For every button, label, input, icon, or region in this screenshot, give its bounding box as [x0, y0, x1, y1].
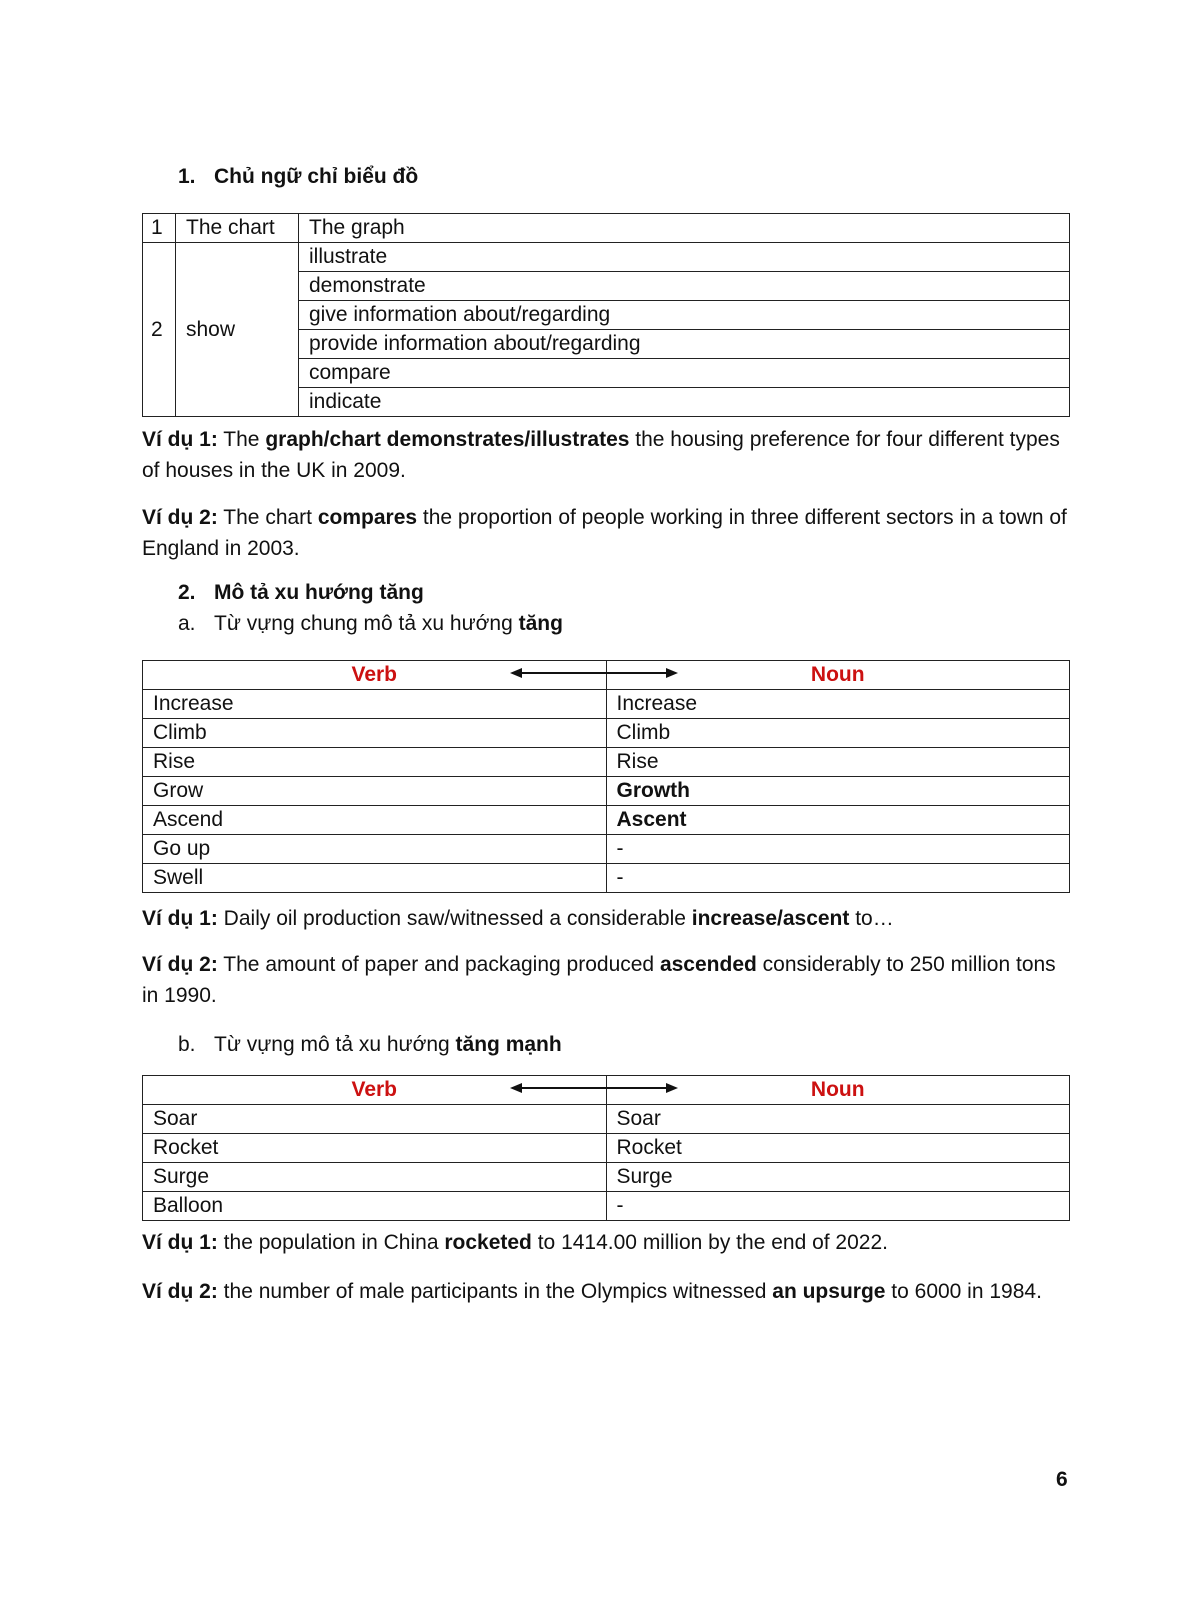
example-text: Daily oil production saw/witnessed a considerable	[217, 907, 692, 930]
section1-example2	[142, 502, 1072, 564]
table-row	[143, 1134, 1070, 1163]
section1-title: Chủ ngữ chỉ biểu đồ	[214, 165, 419, 188]
verb-cell: Rocket	[143, 1134, 607, 1163]
value-cell: indicate	[299, 388, 1070, 417]
example-text: The chart	[217, 506, 318, 529]
noun-cell: -	[606, 1192, 1070, 1221]
subsection-b-heading	[178, 1033, 562, 1057]
verb-header: Verb	[143, 661, 607, 690]
verb-cell: Go up	[143, 835, 607, 864]
example-text: the proportion of people working in three different sectors in a town of England in 2003.	[142, 506, 1067, 560]
example-label: Ví dụ 1:	[142, 1231, 218, 1254]
double-arrow-icon	[510, 1081, 678, 1095]
vocab-table-b	[142, 1075, 1070, 1221]
subsection-bold: tăng	[518, 612, 563, 635]
value-cell: demonstrate	[299, 272, 1070, 301]
subsection-text: Từ vựng mô tả xu hướng	[214, 1033, 456, 1056]
table-row	[143, 690, 1070, 719]
example-text: to 6000 in 1984.	[885, 1280, 1042, 1303]
table-row	[143, 214, 1070, 243]
noun-header: Noun	[606, 1076, 1070, 1105]
noun-cell: Rocket	[606, 1134, 1070, 1163]
section1-number: 1.	[178, 165, 196, 188]
section1-heading	[178, 165, 418, 189]
table-row	[143, 243, 1070, 272]
verb-cell: Soar	[143, 1105, 607, 1134]
example-text: The	[217, 428, 266, 451]
subsection-text: Từ vựng chung mô tả xu hướng	[214, 612, 519, 635]
example-text: to…	[849, 907, 894, 930]
table-row	[143, 1192, 1070, 1221]
value-cell: illustrate	[299, 243, 1070, 272]
example-bold: ascended	[659, 953, 757, 976]
subsection-letter: a.	[178, 612, 196, 635]
subsection-letter: b.	[178, 1033, 196, 1056]
table-row	[143, 864, 1070, 893]
page-number: 6	[1056, 1468, 1068, 1491]
noun-cell: -	[606, 835, 1070, 864]
row-number: 1	[143, 214, 176, 243]
noun-header: Noun	[606, 661, 1070, 690]
table-row	[143, 1105, 1070, 1134]
table-row	[143, 719, 1070, 748]
example-text: the number of male participants in the Olympics witnessed	[217, 1280, 773, 1303]
subject-cell: show	[176, 243, 299, 417]
verb-cell: Ascend	[143, 806, 607, 835]
table-row	[143, 1163, 1070, 1192]
subsection-a-heading	[178, 612, 563, 636]
example-bold: graph/chart demonstrates/illustrates	[265, 428, 630, 451]
verb-cell: Increase	[143, 690, 607, 719]
noun-cell: Rise	[606, 748, 1070, 777]
table-row	[143, 806, 1070, 835]
example-label: Ví dụ 2:	[142, 1280, 218, 1303]
value-cell: The graph	[299, 214, 1070, 243]
noun-cell: -	[606, 864, 1070, 893]
noun-cell: Climb	[606, 719, 1070, 748]
example-bold: increase/ascent	[691, 907, 850, 930]
verb-cell: Balloon	[143, 1192, 607, 1221]
table-row	[143, 835, 1070, 864]
subject-cell: The chart	[176, 214, 299, 243]
noun-cell: Growth	[606, 777, 1070, 806]
verb-cell: Rise	[143, 748, 607, 777]
subsection-a-example2	[142, 949, 1072, 1011]
example-bold: rocketed	[444, 1231, 532, 1254]
example-label: Ví dụ 1:	[142, 428, 218, 451]
example-bold: compares	[317, 506, 418, 529]
subsection-b-example1	[142, 1227, 1072, 1258]
subject-table	[142, 213, 1070, 417]
noun-cell: Surge	[606, 1163, 1070, 1192]
noun-cell: Soar	[606, 1105, 1070, 1134]
example-text: the housing preference for four different types of houses in the UK in 2009.	[142, 428, 1060, 482]
example-label: Ví dụ 1:	[142, 907, 218, 930]
example-label: Ví dụ 2:	[142, 953, 218, 976]
verb-cell: Climb	[143, 719, 607, 748]
subsection-a-example1	[142, 903, 1072, 934]
vocab-table-a	[142, 660, 1070, 893]
verb-cell: Surge	[143, 1163, 607, 1192]
value-cell: give information about/regarding	[299, 301, 1070, 330]
table-row	[143, 748, 1070, 777]
example-text: The amount of paper and packaging produced	[217, 953, 660, 976]
noun-cell: Increase	[606, 690, 1070, 719]
section2-heading	[178, 581, 424, 605]
double-arrow-icon	[510, 666, 678, 680]
section2-title: Mô tả xu hướng tăng	[214, 581, 424, 604]
table-row	[143, 777, 1070, 806]
example-text: the population in China	[217, 1231, 445, 1254]
value-cell: compare	[299, 359, 1070, 388]
value-cell: provide information about/regarding	[299, 330, 1070, 359]
example-text: considerably to 250 million tons in 1990.	[142, 953, 1056, 1007]
section2-number: 2.	[178, 581, 196, 604]
subsection-bold: tăng mạnh	[455, 1033, 562, 1056]
verb-header: Verb	[143, 1076, 607, 1105]
section1-example1	[142, 424, 1072, 486]
noun-cell: Ascent	[606, 806, 1070, 835]
row-number: 2	[143, 243, 176, 417]
example-bold: an upsurge	[772, 1280, 886, 1303]
verb-cell: Swell	[143, 864, 607, 893]
example-text: to 1414.00 million by the end of 2022.	[531, 1231, 888, 1254]
verb-cell: Grow	[143, 777, 607, 806]
example-label: Ví dụ 2:	[142, 506, 218, 529]
subsection-b-example2	[142, 1276, 1072, 1307]
